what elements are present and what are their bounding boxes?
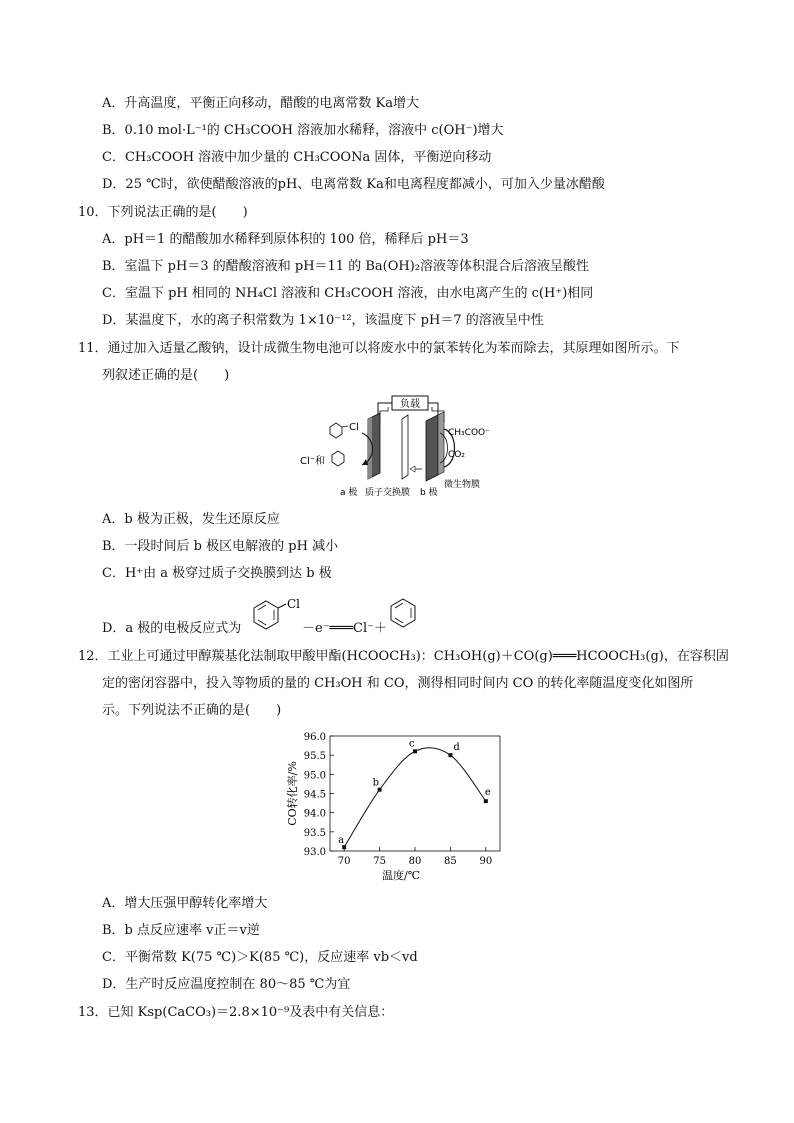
load-label: 负载 — [400, 399, 420, 410]
y-tick-label: 93.0 — [303, 847, 326, 858]
q11-stem-line1: 11．通过加入适量乙酸钠，设计成微生物电池可以将废水中的氯苯转化为苯而除去，其原理如图所示。下 — [78, 341, 680, 356]
y-tick-label: 94.5 — [303, 789, 326, 801]
data-label-c: c — [409, 738, 415, 750]
co-conversion-chart — [282, 728, 512, 886]
q12-stem-line3: 示。下列说法不正确的是( ) — [102, 703, 282, 718]
data-label-a: a — [338, 835, 345, 847]
data-point-e — [484, 799, 488, 803]
y-tick-label: 95.5 — [303, 751, 326, 763]
co2-label: CO₂ — [448, 450, 465, 460]
q11-option-c: C．H⁺由 a 极穿过质子交换膜到达 b 极 — [102, 566, 332, 581]
q11-stem-line2: 列叙述正确的是( ) — [102, 368, 230, 383]
data-label-e: e — [484, 787, 491, 799]
x-tick-label: 80 — [408, 856, 422, 867]
structure-cl-label: Cl — [287, 597, 301, 611]
q11-option-d-equation: －e⁻═══Cl⁻＋ — [302, 621, 388, 636]
q13-stem: 13．已知 Ksp(CaCO₃)＝2.8×10⁻⁹及表中有关信息： — [78, 1005, 394, 1020]
q9-option-c: C．CH₃COOH 溶液中加少量的 CH₃COONa 固体，平衡逆向移动 — [102, 150, 492, 165]
q9-option-d: D．25 ℃时，欲使醋酸溶液的pH、电离常数 Ka和电离程度都减小，可加入少量冰醋酸 — [102, 177, 605, 192]
chlorobenzene-structure — [246, 594, 306, 638]
q12-stem-line2: 定的密闭容器中，投入等物质的量的 CH₃OH 和 CO，测得相同时间内 CO 的转化率随温度变化如图所 — [102, 676, 694, 691]
q11-option-d-prefix: D．a 极的电极反应式为 — [102, 621, 242, 636]
q12-option-c: C．平衡常数 K(75 ℃)＞K(85 ℃)，反应速率 vb＜vd — [102, 950, 418, 965]
fuel-cell-diagram — [298, 393, 508, 503]
q10-option-a: A．pH＝1 的醋酸加水稀释到原体积的 100 倍，稀释后 pH＝3 — [102, 232, 469, 247]
q11-option-b: B．一段时间后 b 极区电解液的 pH 减小 — [102, 539, 339, 554]
y-tick-label: 96.0 — [303, 732, 326, 743]
q10-stem: 10．下列说法正确的是( ) — [78, 205, 248, 220]
acetate-label: CH₃COO⁻ — [448, 428, 490, 438]
q10-option-d: D．某温度下，水的离子积常数为 1×10⁻¹²，该温度下 pH＝7 的溶液呈中性 — [102, 313, 544, 328]
proton-membrane — [402, 415, 408, 479]
cl-ion-label: Cl⁻和 — [300, 456, 326, 467]
q12-option-a: A．增大压强甲醇转化率增大 — [102, 896, 268, 911]
x-tick-label: 90 — [479, 856, 493, 867]
q11-option-a: A．b 极为正极，发生还原反应 — [102, 512, 280, 527]
chlorobenzene-icon — [330, 423, 342, 438]
data-point-c — [413, 749, 417, 753]
conversion-curve — [344, 748, 486, 847]
y-axis-label: CO转化率/% — [286, 761, 299, 826]
cl-label: Cl — [349, 422, 359, 433]
data-point-d — [448, 753, 452, 757]
membrane-label: 质子交换膜 — [365, 488, 411, 498]
q10-option-b: B．室温下 pH＝3 的醋酸溶液和 pH＝11 的 Ba(OH)₂溶液等体积混合后溶液呈酸性 — [102, 259, 589, 274]
y-tick-label: 93.5 — [303, 827, 326, 839]
a-pole-label: a 极 — [340, 488, 358, 498]
b-pole-label: b 极 — [420, 488, 438, 498]
benzene-icon — [332, 451, 344, 466]
x-tick-label: 75 — [373, 856, 386, 867]
data-label-b: b — [372, 777, 379, 789]
x-tick-label: 70 — [337, 856, 351, 867]
q12-option-b: B．b 点反应速率 v正＝v逆 — [102, 923, 260, 938]
b-electrode — [426, 415, 438, 481]
x-tick-label: 85 — [444, 856, 457, 867]
y-tick-label: 94.0 — [303, 808, 326, 820]
q9-option-b: B．0.10 mol·L⁻¹的 CH₃COOH 溶液加水稀释，溶液中 c(OH⁻)增大 — [102, 123, 504, 138]
y-tick-label: 95.0 — [303, 770, 326, 782]
q12-stem-line1: 12．工业上可通过甲醇羰基化法制取甲酸甲酯(HCOOCH₃)：CH₃OH(g)＋CO(g)═══HCOOCH₃(g)，在容积固 — [78, 649, 729, 664]
benzene-structure — [385, 594, 425, 638]
q9-option-a: A．升高温度，平衡正向移动，醋酸的电离常数 Ka增大 — [102, 96, 419, 111]
data-label-d: d — [453, 742, 460, 754]
q12-option-d: D．生产时反应温度控制在 80～85 ℃为宜 — [102, 977, 351, 992]
x-axis-label: 温度/℃ — [381, 869, 421, 882]
q10-option-c: C．室温下 pH 相同的 NH₄Cl 溶液和 CH₃COOH 溶液，由水电离产生的 c(H⁺)相同 — [102, 286, 594, 301]
biofilm-label: 微生物膜 — [444, 480, 481, 490]
